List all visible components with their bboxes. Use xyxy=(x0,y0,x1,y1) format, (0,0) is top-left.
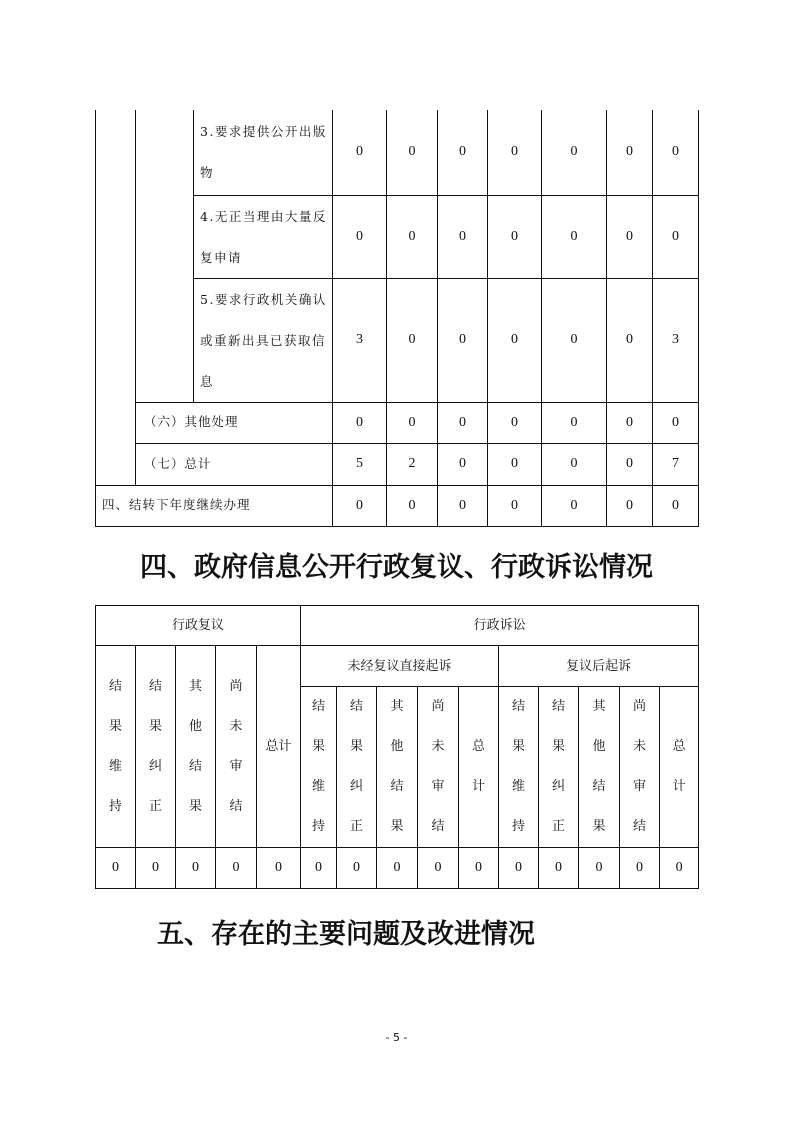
cell-value: 0 xyxy=(660,848,699,889)
cell-value: 0 xyxy=(333,485,387,526)
header-direct-pending: 尚 未 审 结 xyxy=(418,687,459,848)
header-suit-after-review: 复议后起诉 xyxy=(499,646,699,687)
table-header-row xyxy=(96,606,699,646)
cell-value: 0 xyxy=(488,485,542,526)
header-administrative-review: 行政复议 xyxy=(96,606,301,646)
cell-value: 0 xyxy=(176,848,216,889)
section-heading: 四、政府信息公开行政复议、行政诉讼情况 xyxy=(140,552,653,583)
header-review-pending: 尚 未 审 结 xyxy=(216,646,257,848)
cell-value: 0 xyxy=(653,402,699,443)
cell-value: 0 xyxy=(216,848,257,889)
section-heading: 五、存在的主要问题及改进情况 xyxy=(157,919,535,950)
header-review-total: 总计 xyxy=(257,646,301,848)
cell-value: 0 xyxy=(136,848,176,889)
cell-value: 0 xyxy=(387,195,438,278)
cell-value: 0 xyxy=(387,402,438,443)
row-label: 四、结转下年度继续办理 xyxy=(96,485,333,526)
cell-value: 0 xyxy=(488,443,542,485)
cell-value: 0 xyxy=(438,110,488,195)
row-label: 4.无正当理由大量反 复申请 xyxy=(194,195,333,278)
cell-value: 0 xyxy=(257,848,301,889)
page-number: - 5 - xyxy=(385,1031,408,1044)
table-row xyxy=(96,443,699,485)
cell-value: 0 xyxy=(488,110,542,195)
table-row xyxy=(96,848,699,889)
cell-value: 0 xyxy=(387,110,438,195)
row-label: 3.要求提供公开出版 物 xyxy=(194,110,333,195)
cell-value: 0 xyxy=(579,848,620,889)
table-header-row xyxy=(96,646,699,687)
cell-value: 0 xyxy=(438,443,488,485)
cell-value: 0 xyxy=(542,195,607,278)
cell-value: 0 xyxy=(542,278,607,402)
cell-value: 0 xyxy=(377,848,418,889)
cell-value: 0 xyxy=(607,402,653,443)
cell-value: 0 xyxy=(333,110,387,195)
cell-value: 0 xyxy=(387,485,438,526)
cell-value: 0 xyxy=(488,402,542,443)
cell-value: 0 xyxy=(488,278,542,402)
header-administrative-litigation: 行政诉讼 xyxy=(301,606,699,646)
cell-value: 0 xyxy=(438,195,488,278)
cell-value: 0 xyxy=(418,848,459,889)
merged-subcategory-cell xyxy=(136,110,194,402)
header-after-other: 其 他 结 果 xyxy=(579,687,620,848)
header-after-upheld: 结 果 维 持 xyxy=(499,687,539,848)
cell-value: 0 xyxy=(387,278,438,402)
cell-value: 0 xyxy=(653,195,699,278)
cell-value: 0 xyxy=(542,110,607,195)
table-row xyxy=(96,402,699,443)
cell-value: 0 xyxy=(96,848,136,889)
table-row xyxy=(96,110,699,195)
cell-value: 0 xyxy=(301,848,337,889)
cell-value: 5 xyxy=(333,443,387,485)
cell-value: 0 xyxy=(438,402,488,443)
cell-value: 3 xyxy=(333,278,387,402)
review-litigation-table xyxy=(95,605,699,889)
header-direct-corrected: 结 果 纠 正 xyxy=(337,687,377,848)
cell-value: 0 xyxy=(488,195,542,278)
cell-value: 0 xyxy=(620,848,660,889)
header-review-upheld: 结 果 维 持 xyxy=(96,646,136,848)
header-review-corrected: 结 果 纠 正 xyxy=(136,646,176,848)
cell-value: 0 xyxy=(607,485,653,526)
cell-value: 2 xyxy=(387,443,438,485)
cell-value: 0 xyxy=(542,402,607,443)
cell-value: 0 xyxy=(607,195,653,278)
header-direct-other: 其 他 结 果 xyxy=(377,687,418,848)
header-after-corrected: 结 果 纠 正 xyxy=(539,687,579,848)
cell-value: 0 xyxy=(607,443,653,485)
cell-value: 0 xyxy=(333,402,387,443)
row-label: （七）总计 xyxy=(136,443,333,485)
header-after-pending: 尚 未 审 结 xyxy=(620,687,660,848)
header-direct-upheld: 结 果 维 持 xyxy=(301,687,337,848)
table-row xyxy=(96,485,699,526)
cell-value: 0 xyxy=(653,485,699,526)
cell-value: 7 xyxy=(653,443,699,485)
cell-value: 0 xyxy=(607,110,653,195)
application-handling-table-continued xyxy=(95,110,699,527)
header-after-total: 总 计 xyxy=(660,687,699,848)
merged-category-cell xyxy=(96,110,136,485)
header-direct-suit: 未经复议直接起诉 xyxy=(301,646,499,687)
cell-value: 0 xyxy=(539,848,579,889)
cell-value: 0 xyxy=(438,278,488,402)
cell-value: 0 xyxy=(438,485,488,526)
cell-value: 0 xyxy=(607,278,653,402)
header-review-other: 其 他 结 果 xyxy=(176,646,216,848)
cell-value: 0 xyxy=(499,848,539,889)
cell-value: 0 xyxy=(459,848,499,889)
cell-value: 0 xyxy=(542,485,607,526)
cell-value: 0 xyxy=(337,848,377,889)
cell-value: 0 xyxy=(542,443,607,485)
header-direct-total: 总 计 xyxy=(459,687,499,848)
row-label: （六）其他处理 xyxy=(136,402,333,443)
cell-value: 0 xyxy=(653,110,699,195)
cell-value: 0 xyxy=(333,195,387,278)
row-label: 5.要求行政机关确认 或重新出具已获取信 息 xyxy=(194,278,333,402)
cell-value: 3 xyxy=(653,278,699,402)
